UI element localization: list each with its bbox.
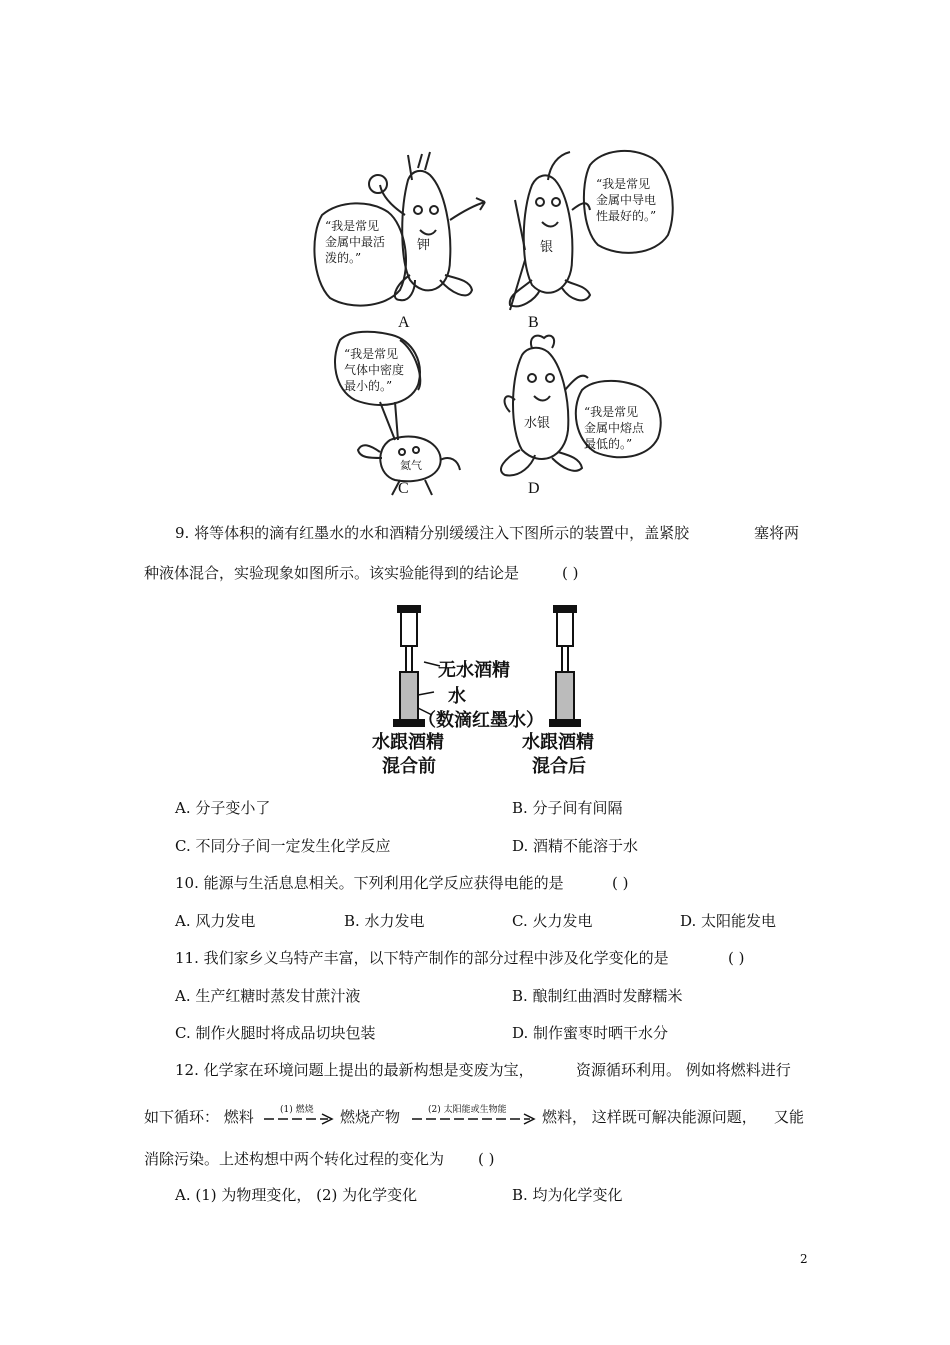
q12-cycle-end: 燃料， 这样既可解决能源问题， (542, 1108, 757, 1126)
bubble-a-line: 金属中最活 (325, 235, 386, 249)
q9-before-line1: 水跟酒精 (372, 732, 444, 753)
q9-label-ink: （数滴红墨水） (418, 710, 544, 731)
q10-option-d: D. 太阳能发电 (680, 912, 777, 930)
q12-stem-line1: 12. 化学家在环境问题上提出的最新构想是变废为宝， (175, 1061, 534, 1079)
q9-figure (368, 600, 608, 780)
q11-option-b: B. 酿制红曲酒时发酵糯米 (512, 987, 683, 1005)
page-number: 2 (800, 1252, 808, 1266)
q10-answer-bracket: ( ) (612, 874, 629, 892)
q9-stem-line2: 种液体混合，实验现象如图所示。该实验能得到的结论是 (144, 564, 520, 582)
cartoon-label-c: C (398, 480, 409, 497)
q12-cycle-mid: 燃烧产物 (340, 1108, 401, 1126)
bubble-b-line: 金属中导电 (596, 193, 657, 207)
cartoon-figure (300, 140, 680, 500)
bubble-d-line: 金属中熔点 (584, 421, 645, 435)
bubble-c-text (344, 346, 404, 394)
character-c-name: 氦气 (400, 459, 422, 472)
bubble-d-line: 最低的。” (584, 437, 633, 451)
q11-option-d: D. 制作蜜枣时晒干水分 (512, 1024, 669, 1042)
q11-answer-bracket: ( ) (728, 949, 745, 967)
bubble-b-line: 性最好的。” (596, 209, 657, 223)
bubble-a-line: 泼的。” (325, 251, 362, 265)
q9-label-alcohol: 无水酒精 (438, 660, 510, 681)
q9-option-b: B. 分子间有间隔 (512, 799, 623, 817)
character-d-name: 水银 (524, 416, 551, 431)
q11-stem: 11. 我们家乡义乌特产丰富，以下特产制作的部分过程中涉及化学变化的是 (175, 949, 669, 967)
q12-stem-line3: 消除污染。上述构想中两个转化过程的变化为 (144, 1150, 445, 1168)
q12-cycle-tail: 又能 (774, 1108, 805, 1126)
q10-stem: 10. 能源与生活息息相关。下列利用化学反应获得电能的是 (175, 874, 564, 892)
q12-arrow2-label: (2) 太阳能或生物能 (428, 1105, 507, 1115)
cartoon-label-d: D (528, 480, 540, 497)
bubble-d-line: “我是常见 (584, 405, 639, 419)
q12-option-b: B. 均为化学变化 (512, 1186, 623, 1204)
bubble-c-line: 气体中密度 (344, 363, 405, 377)
cartoon-label-b: B (528, 314, 539, 331)
character-a (402, 171, 450, 291)
q9-option-a: A. 分子变小了 (175, 799, 271, 817)
character-b-name: 银 (540, 240, 554, 255)
cartoon-label-a: A (398, 314, 410, 331)
q12-arrow2 (410, 1113, 536, 1125)
q10-option-a: A. 风力发电 (175, 912, 256, 930)
q12-option-a: A. (1) 为物理变化， (2) 为化学变化 (175, 1186, 418, 1204)
q9-stem-line1: 9. 将等体积的滴有红墨水的水和酒精分别缓缓注入下图所示的装置中，盖紧胶 (175, 524, 690, 542)
bubble-a-line: “我是常见 (325, 219, 380, 233)
q12-cycle-start: 如下循环： 燃料 (144, 1108, 254, 1126)
q9-label-water: 水 (448, 686, 466, 707)
q9-option-d: D. 酒精不能溶于水 (512, 837, 639, 855)
q10-option-c: C. 火力发电 (512, 912, 593, 930)
q9-stem-line1-end: 塞将两 (754, 524, 800, 542)
q12-answer-bracket: ( ) (478, 1150, 495, 1168)
bubble-d-text (584, 404, 644, 452)
q12-stem-line1-end: 资源循环利用。 例如将燃料进行 (576, 1061, 791, 1079)
character-d (513, 348, 568, 459)
character-b (524, 175, 573, 292)
bubble-b-line: “我是常见 (596, 177, 651, 191)
q9-answer-bracket: ( ) (562, 564, 579, 582)
bubble-c-line: 最小的。” (344, 379, 393, 393)
q12-arrow1-label: (1) 燃烧 (280, 1105, 314, 1115)
q9-after-line2: 混合后 (532, 756, 586, 777)
character-a-name: 钾 (417, 238, 431, 253)
q9-after-line1: 水跟酒精 (522, 732, 594, 753)
q11-option-a: A. 生产红糖时蒸发甘蔗汁液 (175, 987, 361, 1005)
q9-option-c: C. 不同分子间一定发生化学反应 (175, 837, 391, 855)
bubble-c-line: “我是常见 (344, 347, 399, 361)
bubble-b-text (596, 176, 656, 224)
q12-arrow1 (262, 1113, 334, 1125)
q11-option-c: C. 制作火腿时将成品切块包装 (175, 1024, 376, 1042)
q9-before-line2: 混合前 (382, 756, 436, 777)
bubble-a-text (325, 218, 385, 266)
q10-option-b: B. 水力发电 (344, 912, 425, 930)
